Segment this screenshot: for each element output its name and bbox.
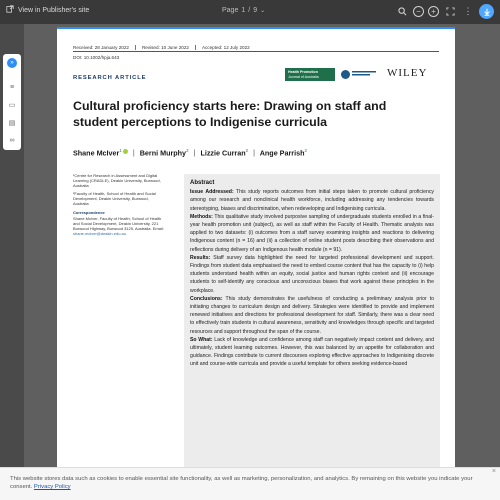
revised-date: Revised: 10 June 2022 [142,45,196,50]
abstract-conclusions-text: This study demonstrates the usefulness of conducting a preliminary analysis prior to initiating changes to curriculum design and delivery. Strategies were identified to provide and implement renewed initiatives and directions for professional development for staff. Similarly, there was a clear need to effectively train students in cultural awareness, sensitivity and knowledges through specific and targeted resources and support throughout the span of the course. [190,295,434,335]
author-sup: 1 [119,148,122,153]
doi: DOI: 10.1002/hpja.643 [73,55,120,60]
zoom-out-icon[interactable] [413,6,424,17]
privacy-policy-link[interactable]: Privacy Policy [33,484,71,490]
author-separator: | [193,148,196,158]
viewer-toolbar [0,0,500,24]
close-icon[interactable]: × [491,468,496,475]
author-name[interactable]: Ange Parrish [259,148,305,158]
more-icon[interactable] [461,5,475,19]
abstract-results-label: Results: [190,254,211,261]
view-in-publisher-link[interactable] [6,5,89,15]
author-list [73,148,307,157]
correspondence-heading: Correspondence [73,210,105,215]
author-name[interactable]: Lizzie Curran [200,148,246,158]
abstract-conclusions [190,295,434,336]
page-separator: / [248,7,251,14]
sidebar-toggle-icon[interactable]: » [7,58,17,68]
abstract-conclusions-label: Conclusions: [190,295,223,302]
orcid-icon[interactable] [123,149,128,154]
author-name[interactable]: Berni Murphy [139,148,187,158]
page-total: 9 [253,7,258,14]
header-divider [73,51,439,52]
fit-page-icon[interactable] [443,5,457,19]
zoom-out-glyph: − [416,7,421,16]
author-separator: | [132,148,135,158]
pdf-page [57,27,455,500]
page-label: Page [222,7,239,14]
correspondence-text [73,216,165,236]
abstract-results-text: Staff survey data highlighted the need for targeted professional development and support. Findings from student data emphasised the need to embed course content that has the capacity to (i) help students understand health within an equity, social justice and human rights context and (ii) encourage students to self-identify any conscious and unconscious biases that work against these principles in the workplace. [190,254,434,294]
article-title: Cultural proficiency starts here: Drawing on staff and student perceptions to Indigenise curricula [73,99,387,129]
more-glyph: ⋮ [463,6,473,16]
thumbnails-icon[interactable]: ▭ [8,102,16,109]
society-logo-mark [341,70,350,79]
abstract-box [184,174,440,500]
page-indicator [222,7,265,14]
abstract-heading: Abstract [190,180,215,186]
abstract-results [190,254,434,295]
author-sup: 2 [304,148,307,153]
abstract-methods [190,213,434,254]
journal-logo-line1: Health Promotion [288,70,318,74]
download-icon[interactable] [479,4,494,19]
received-date: Received: 28 January 2022 [73,45,136,50]
cookie-message: This website stores data such as cookies to enable essential site functionality, as well as marketing, personalization, and analytics. By remaining on this website you indicate your consent. [10,476,473,490]
link-icon[interactable]: ∞ [9,137,15,144]
society-logo [341,69,379,80]
journal-logo [285,68,335,81]
abstract-issue [190,188,434,213]
society-logo-text [352,70,378,79]
page-current[interactable]: 1 [241,7,246,14]
article-dates [73,45,262,50]
author-separator: | [253,148,255,158]
correspondence-address: Shane McIver, Faculty of Health, School of Health and Social Development, Deakin University, 221 Burwood Highway, Burwood 3125, Australia. [73,216,162,231]
author-name[interactable]: Shane McIver [73,148,120,158]
journal-logo-line2: Journal of Australia [288,74,319,79]
publisher-logo: WILEY [387,67,428,79]
abstract-sowhat-label: So What: [190,336,213,343]
chevron-down-icon[interactable]: ⌄ [260,8,266,14]
author-sup: 2 [245,148,249,153]
affiliations [73,173,165,236]
zoom-in-glyph: + [431,7,436,16]
email-label: Email: [152,226,164,231]
outline-icon[interactable]: ≡ [9,84,15,91]
view-in-publisher-label: View in Publisher's site [18,6,90,14]
cookie-banner [0,467,500,500]
page-top-accent [57,27,455,29]
search-icon[interactable] [395,5,409,19]
abstract-sowhat-text: Lack of knowledge and confidence among staff can negatively impact content and delivery, and ultimately, student learning outcomes. However, this was balanced by an appetite for collaboration and guidance. Findings contribute to current discourses exploring effective approaches to Indigenising discrete unit and course-wide curricula and provide a useful template for others seeking evidence-based [190,336,434,368]
cookie-text [10,475,490,491]
abstract-issue-text: This study reports outcomes from initial steps taken to promote cultural proficiency among our research and nonclinical health workforce, including addressing any tendencies towards stereotyping, biases and discrimination, when redeveloping and Indigenising curricula. [190,189,434,212]
attachments-icon[interactable]: ▤ [8,120,16,127]
affiliation-1: ¹Centre for Research in Assessment and Digital Learning (CRADLE), Deakin University, Burwood, Australia [73,173,161,188]
email-link[interactable]: shane.mciver@deakin.edu.au [73,231,126,236]
left-rail [0,24,24,500]
author-sup: 2 [186,148,189,153]
external-link-icon [6,5,14,15]
abstract-methods-label: Methods: [190,213,213,220]
accepted-date: Accepted: 12 July 2022 [201,45,250,50]
abstract-methods-text: This qualitative study involved purposive sampling of undergraduate students enrolled in a final-year health promotion unit (subject), as well as staff within the Faculty of Health. Thematic analysis was applied to two datasets: (i) outcomes from a staff survey examining insights and reactions to delivering Indigenous content (n = 16) and (ii) a collection of online student posts describing their observations and reflections during delivery of an Indigenous health module (n = 91). [190,213,434,253]
abstract-sowhat [190,336,434,369]
zoom-in-icon[interactable] [428,6,439,17]
article-type: RESEARCH ARTICLE [73,75,147,81]
affiliation-2: ²Faculty of Health, School of Health and Social Development, Deakin University, Burwood, Australia [73,191,156,206]
abstract-issue-label: Issue Addressed: [190,189,234,196]
